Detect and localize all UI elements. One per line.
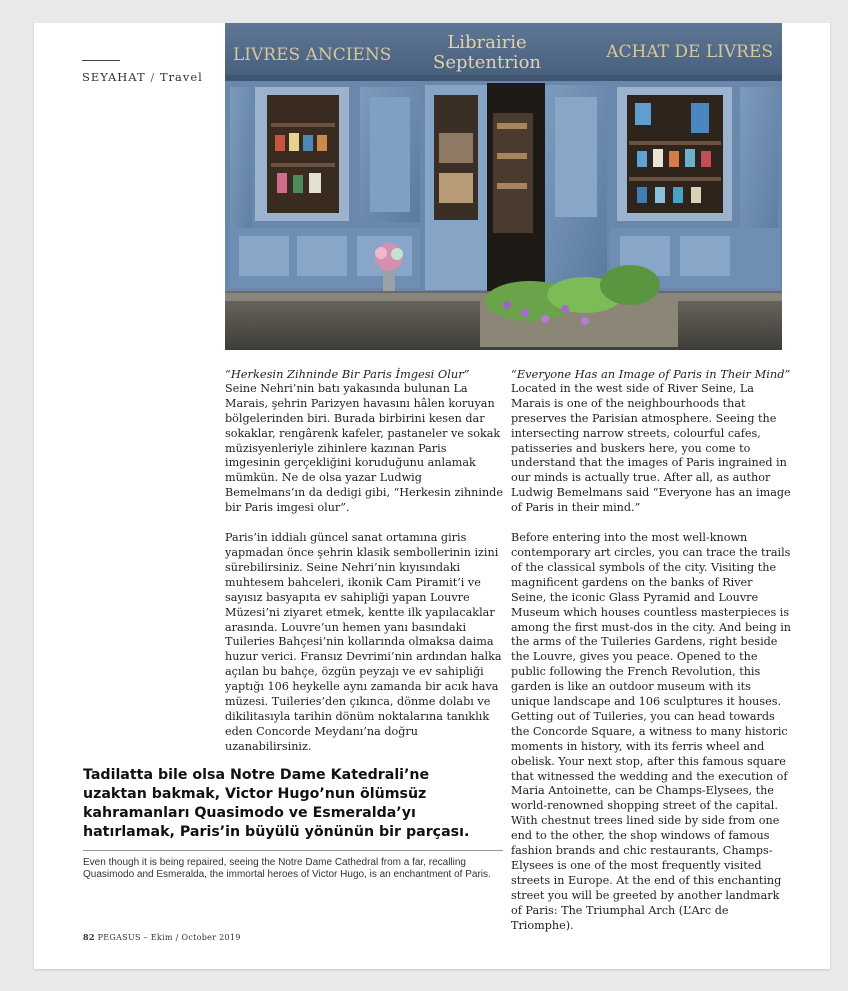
sign-center-line1: Librairie	[447, 32, 527, 53]
sign-center-line2: Septentrion	[432, 52, 542, 73]
article-column-tr	[225, 367, 505, 770]
article-paragraph-en: Located in the west side of River Seine, La Marais is one of the neighbourhoods that preserves the Parisian atmosphere. Seeing the intersecting narrow streets, colourful cafes, patisseries and buskers here, you come to understand that the images of Paris ingrained in our minds is actually true. After all, as author Ludwig Bemelmans said “Everyone has an image of Paris in their mind.”	[511, 381, 791, 515]
article-paragraph-en: Before entering into the most well-known contemporary art circles, you can trace the trails of the classical symbols of the city. Visiting the magnificent gardens on the banks of River Seine, the iconic Glass Pyramid and Louvre Museum which houses countless masterpieces is among the first must-dos in the city. And being in the arms of the Tuileries Gardens, right beside the Louvre, gives you peace. Opened to the public following the French Revolution, this garden is like an outdoor museum with its unique landscape and 106 sculptures it houses. Getting out of Tuileries, you can head towards the Concorde Square, a witness to many historic moments in history, with its ferris wheel and obelisk. Your next stop, after this famous square that witnessed the wedding and the execution of Maria Antoinette, can be Champs-Elysees, the world-renowned shopping street of the capital. With chestnut trees lined side by side from one end to the other, the shop windows of famous fashion brands and chic restaurants, Champs-Elysees is one of the most frequently visited streets in Europe. At the end of this enchanting street you will be greeted by another landmark of Paris: The Triumphal Arch (L’Arc de Triomphe).	[511, 531, 792, 932]
pull-quote-en: Even though it is being repaired, seeing the Notre Dame Cathedral from a far, recalling Quasimodo and Esmeralda, the immortal heroes of Victor Hugo, is an enchantment of Paris.	[83, 857, 491, 881]
article-heading-tr: “Herkesin Zihninde Bir Paris İmgesi Olur”	[225, 367, 470, 381]
sign-right: ACHAT DE LIVRES	[606, 42, 773, 62]
section-rule	[82, 60, 120, 61]
magazine-page	[34, 23, 830, 969]
article-column-en	[511, 367, 791, 949]
article-heading-en: “Everyone Has an Image of Paris in Their Mind”	[511, 367, 791, 381]
page-number: 82	[83, 932, 95, 942]
pull-quote-tr: Tadilatta bile olsa Notre Dame Katedrali’ne uzaktan bakmak, Victor Hugo’nun ölümsüz kahramanları Quasimodo ve Esmeralda’yı hatırlamak, Paris’in büyülü yönünün bir parçası.	[83, 767, 470, 840]
section-label	[82, 70, 203, 84]
section-separator: /	[150, 70, 156, 84]
pull-quote-rule	[83, 850, 503, 851]
sign-left: LIVRES ANCIENS	[233, 45, 392, 65]
folio	[83, 932, 241, 942]
folio-text: PEGASUS – Ekim / October 2019	[97, 933, 241, 942]
article-paragraph-tr: Seine Nehri’nin batı yakasında bulunan La Marais, şehrin Parizyen havasını hâlen koruyan bölgelerinden biri. Burada birbirini kesen dar sokaklar, rengârenk kafeler, pastaneler ve sokak müzisyenleriyle zihinlere kazınan Paris imgesinin gerçekliğini koruduğunu anlamak mümkün. Ne de olsa yazar Ludwig Bemelmans’ın da dedigi gibi, “Herkesin zihninde bir Paris imgesi olur”.	[225, 381, 503, 515]
article-paragraph-tr: Paris’in iddialı güncel sanat ortamına giris yapmadan önce şehrin klasik sembollerinin izini sürebilirsiniz. Seine Nehri’nin kıyısındaki muhtesem bahceleri, ikonik Cam Piramit’i ve sayısız basyapıta ev sahipliği yapan Louvre Müzesi’ni ziyaret etmek, kentte ilk yapılacaklar arasında. Louvre’un hemen yanı basındaki Tuileries Bahçesi’nin kollarında olmaksa daima huzur verici. Fransız Devrimi’nin ardından halka açılan bu bahçe, özgün peyzajı ve ev sahipliği yaptığı 106 heykelle aynı zamanda bir acık hava müzesi. Tuileries’den çıkınca, dönme dolabı ve dikilitasıyla tarihin dönüm noktalarına tanıklık eden Concorde Meydanı’na doğru uzanabilirsiniz.	[225, 531, 502, 753]
bookshop-photo	[225, 23, 782, 350]
section-label-tr: SEYAHAT	[82, 70, 146, 84]
section-label-en: Travel	[159, 70, 203, 84]
